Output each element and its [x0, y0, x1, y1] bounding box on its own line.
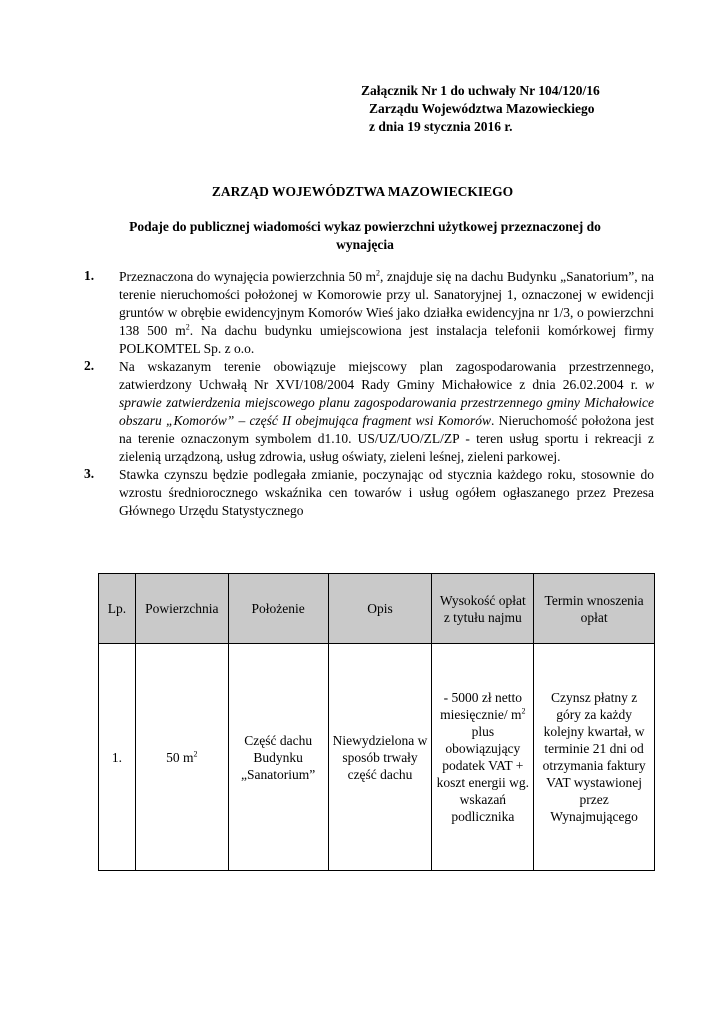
cell-fee-text-b: plus obowiązujący podatek VAT + koszt energii wg. wskazań podlicznika	[436, 724, 529, 824]
cell-area-sup: 2	[193, 749, 198, 758]
item1-text-b: , znajduje się na dachu Budynku „Sanatorium”, na terenie nieruchomości położonej w Komorowie przy ul. Sanatoryjnej 1, oznaczonej w ewidencji gruntów w obrębie ewidencyjnym Komorów Wieś jako działka ewidencyjna nr 1/3, o powierzchni 138 500 m	[119, 269, 654, 338]
item2-text-italic: w sprawie zatwierdzenia miejscowego planu zagospodarowania przestrzennego gminy Michałowice obszaru „Komorów” – część II obejmująca fragment wsi Komorów	[119, 377, 654, 428]
document-title: ZARZĄD WOJEWÓDZTWA MAZOWIECKIEGO	[211, 184, 514, 199]
item1-text-c: . Na dachu budynku umiejscowiona jest instalacja telefonii komórkowej firmy POLKOMTEL Sp. z o.o.	[119, 323, 654, 356]
table-row	[99, 644, 655, 871]
annex-header	[361, 82, 600, 136]
table-header-row	[99, 574, 655, 644]
item3-text: Stawka czynszu będzie podlegała zmianie, poczynając od stycznia każdego roku, stosownie do wzrostu średniorocznego wskaźnika cen towarów i usług ogółem ogłaszanego przez Prezesa Głównego Urzędu Statystycznego	[119, 467, 654, 518]
item1-text-a: Przeznaczona do wynajęcia powierzchnia 50 m	[119, 269, 377, 284]
col-header-fee: Wysokość opłat z tytułu najmu	[432, 574, 534, 644]
col-header-due: Termin wnoszenia opłat	[534, 574, 655, 644]
item2-text-c: . Nieruchomość położona jest na terenie oznaczonym symbolem d1.10. US/UZ/UO/ZL/ZP - teren usług sportu i rekreacji z zielenią urządzoną, usług zdrowia, usług oświaty, zieleni leśnej, zieleni parkowej.	[119, 413, 655, 464]
col-header-location: Położenie	[228, 574, 328, 644]
list-item-text	[119, 358, 654, 466]
document-subtitle: Podaje do publicznej wiadomości wykaz powierzchni użytkowej przeznaczonej do wynajęcia	[129, 219, 601, 252]
col-header-area: Powierzchnia	[135, 574, 228, 644]
cell-description: Niewydzielona w sposób trwały część dachu	[328, 644, 432, 871]
list-item	[84, 268, 654, 358]
list-item-number: 2.	[84, 358, 95, 373]
item1-sup-b: 2	[185, 322, 190, 332]
list-item-text	[119, 466, 654, 520]
list-item-number: 1.	[84, 268, 95, 283]
cell-lp: 1.	[99, 644, 136, 871]
cell-fee-text-a: - 5000 zł netto miesięcznie/ m	[440, 690, 522, 722]
annex-header-line1: Załącznik Nr 1 do uchwały Nr 104/120/16	[361, 83, 600, 98]
list-item-number: 3.	[84, 466, 95, 481]
list-item	[84, 358, 654, 466]
col-header-description: Opis	[328, 574, 432, 644]
cell-area	[135, 644, 228, 871]
list-item-text	[119, 268, 654, 358]
numbered-list	[84, 268, 654, 520]
lease-table	[98, 573, 655, 871]
list-item	[84, 466, 654, 520]
cell-area-value: 50 m	[166, 749, 194, 765]
annex-header-line2: Zarządu Województwa Mazowieckiego	[369, 101, 595, 116]
col-header-lp: Lp.	[99, 574, 136, 644]
item2-text-a: Na wskazanym terenie obowiązuje miejscowy plan zagospodarowania przestrzennego, zatwierdzony Uchwałą Nr XVI/108/2004 Rady Gminy Michałowice z dnia 26.02.2004 r.	[119, 359, 654, 392]
cell-location: Część dachu Budynku „Sanatorium”	[228, 644, 328, 871]
annex-header-line3: z dnia 19 stycznia 2016 r.	[369, 119, 513, 134]
cell-fee	[432, 644, 534, 871]
cell-due: Czynsz płatny z góry za każdy kolejny kwartał, w terminie 21 dni od otrzymania faktury VAT wystawionej przez Wynajmującego	[534, 644, 655, 871]
item1-sup-a: 2	[376, 268, 381, 278]
cell-fee-sup: 2	[521, 706, 526, 716]
